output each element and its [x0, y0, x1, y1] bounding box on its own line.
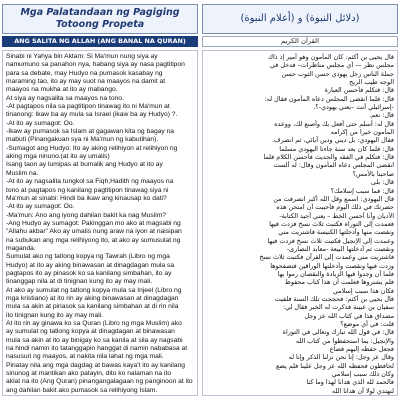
arabic-text-line: قلت: في أي موضع؟ — [340, 320, 394, 328]
arabic-text-line: قال: فلما انقضى المجلس دعاه المأمون فقال له: — [264, 94, 394, 103]
filipino-text-line: ang dahilan bakit ako pumasok sa relihiyong Islam. — [6, 386, 158, 394]
title-box-arabic: (دلائل النبوة) و (أعلام النبوة) — [202, 4, 398, 34]
filipino-text-line: -At pagtapos nila sa pagtitipon tinawag ito ni Ma'mun at — [6, 103, 170, 111]
filipino-text-line: -At ito ay sumagot: Oo. — [6, 203, 75, 211]
arabic-text-line: فاشتريت مني وعمدت إلى القرآن فكتبت ثلاث نسخ — [259, 253, 394, 262]
arabic-text-line: فالحمد لله الذي هدانا لهذا وما كنا — [306, 378, 394, 387]
arabic-text-line: صاحبنا بالأمس؟ — [352, 169, 394, 178]
arabic-text-line: وقال عز وجل: إنا نحن نزلنا الذكر وإنا له — [288, 353, 394, 362]
arabic-text-column — [202, 50, 398, 396]
filipino-text-line: -At ito ay sumagot: Oo. — [6, 119, 75, 127]
filipino-text-line: namumuno sa panahon nya, habang siya ay nasa pagtitipon — [6, 61, 185, 69]
arabic-text-line: انقضى المجلس دعاه المأمون وقال: له ألست — [273, 161, 394, 170]
filipino-text-line: mabuti (Pinangakuan sya ni Ma'mun ng kabutihan). — [6, 136, 159, 144]
arabic-text-line: قال: فلما كان بعد سنة جاءنا اليهودي مسلما — [279, 144, 394, 153]
arabic-text-line: قال: فتكلم فأحسن العبارة — [324, 86, 394, 95]
arabic-text-line: قال: بلى — [370, 178, 394, 187]
filipino-text-line: -Sumagot ang Hudyo: Ito ay aking relihiyon at relihiyon ng — [6, 144, 178, 152]
filipino-text-line: Ma'mun at sinabi: Hindi ba ikaw ang kinausap ko dati? — [6, 194, 167, 202]
filipino-text-line: para sa debate, may Hudyo na pumasok kasabay ng — [6, 69, 163, 77]
filipino-text-line: mula sa akin at ito ay binigay ko sa kanila at sila ay nagsabi — [6, 336, 183, 344]
filipino-text-line: Muslim na. — [6, 169, 39, 177]
filipino-text-line: sinunog at mantikan ako patayin, dito ko nalaman na ito — [6, 370, 172, 378]
filipino-text-line: -Ang Hudyo ay sumagot: Pakinggan mo ako at magsabi ng — [6, 219, 181, 227]
filipino-text-line: "Allahu akbar" Ako ay umalis nung araw na iyon at naisipan — [6, 228, 182, 236]
arabic-text-line: الوجه طيب الريح — [349, 78, 394, 87]
filipino-text-line: nasusuri ng maayos, at nakita nila lahat ng mga mali. — [6, 353, 164, 361]
filipino-text-line: mga kristiano) at ito rin ay aking binawasan at dinagdagan — [6, 294, 179, 302]
filipino-text-line: maganda. — [6, 244, 36, 252]
title-box-filipino — [2, 4, 198, 34]
arabic-text-line: والإنجيل: بما استحفظوا من كتاب الله — [295, 336, 394, 345]
arabic-text-line: لنهتدي لولا أن هدانا الله — [331, 386, 394, 395]
arabic-text-line: فلم يشتروها فعلمت أن هذا كتاب محفوظ — [284, 278, 394, 287]
filipino-text-line: At ako ay sumulat ng tatlong kopya mula sa Injeel (Libro ng — [6, 286, 182, 294]
filipino-text-column — [2, 50, 198, 396]
arabic-text-line: قال: في قول الله تبارك وتعالى في التوراة — [282, 328, 394, 337]
filipino-text-line: Hudyo) at ito ay aking binawasan at dinagdagan mula sa — [6, 261, 175, 269]
filipino-text-line: mula sa akin at pinasok sa kanilang simbahan at di rin nila — [6, 303, 179, 311]
filipino-text-line: At ito rin ay ginawa ko sa Quran (Libro ng mga Muslim) ako — [6, 320, 182, 327]
arabic-text-line: الأديان وأنا أحسن الخط – يعني أجيد الكتابة- — [279, 211, 394, 220]
arabic-text-line: قال: فما سبب إسلامك؟ — [330, 186, 394, 195]
filipino-text-line: At siya ay nagsalita sa maayos na tono. — [6, 94, 124, 102]
filipino-text-line: ay sumulat ng tatlong kopya at dinagdagan at binawasan — [6, 328, 175, 336]
arabic-text-line: مصداق هذا في كتاب الله عز وجل — [304, 311, 394, 320]
filipino-text-line: ito tinignan kung ito ay may mali. — [6, 311, 104, 319]
filipino-text-line: Pinatay nila ang mga dagdag at bawas kaya't ito ay kanilang — [6, 361, 185, 369]
arabic-text-line: لحافظون فحفظه الله عز وجل علينا فلم يضع — [276, 361, 394, 370]
arabic-text-line: فقال اليهودي: بل ديني ودين آبائي، ثم انصرف. — [271, 136, 394, 145]
filipino-text-line: -Ma'mun: Ano ang iyong dahilan bakit ka nag Muslim? — [6, 211, 167, 219]
filipino-text-line: Sumulat ako ng tatlong kopya ng Tawrah (Libro ng mga — [6, 253, 170, 261]
filipino-text-line: tinanong: Ikaw ba ay mula sa Israel (ikaw ba ay Hudyo) ?. — [6, 111, 178, 119]
filipino-text-line: aking mga ninuno.(at ito ay umalis) — [6, 153, 110, 161]
arabic-text-line: فلما أن وجدوا فيها الزيادة والنقصان رموا بها — [277, 269, 394, 278]
arabic-text-line: وكان ذلك سبب إسلامي — [331, 370, 394, 379]
title-line-2: Totoong Propeta — [55, 19, 145, 30]
arabic-text-line: -إسرائيلي أنت –يعني يهودي-؟. — [313, 103, 394, 112]
filipino-text-line: na hindi namin ito tatanggapin hanggat di namin nababasa at — [6, 345, 188, 353]
arabic-text-line: وعمدت إلى الإنجيل فكتبت ثلاث نسخ فزدت فيها — [267, 236, 394, 245]
arabic-text-line: قال: فتكلم في الفقه والحديث فأحسن الكلام فلما — [263, 153, 394, 162]
arabic-text-line: ونقصت ثم أدخلتها البيعة -معابد النصارى- — [286, 244, 394, 253]
filipino-text-line: maayos na mukha at ito ay mabango. — [6, 86, 118, 94]
arabic-text-line: سفيان بن عيينة فذكرت له الخبر فقال لي: — [282, 303, 394, 312]
section-heading-filipino: ANG SALITA NG ALLAH (ANG BANAL NA QURAN) — [2, 36, 198, 47]
filipino-text-line: -Ikaw ay pumasok sa Islam at gagawan kita ng bagay na — [6, 128, 175, 136]
arabic-text-line: قال اليهودي: اسمع وقل الله أكبر انصرفت من — [273, 194, 394, 203]
arabic-text-line: المأمون خيرا من إكرامه — [330, 128, 394, 137]
section-heading-arabic: القرآن الكريم — [202, 36, 398, 47]
filipino-text-line: -At ito ay nagsalita tungkol sa Fiqh,Hadith ng maayos na — [6, 178, 174, 186]
arabic-text-line: قال: نعم. — [369, 111, 394, 120]
arabic-text-line: جملة الناس رجل يهودي حسن الثوب حسن — [281, 69, 394, 78]
arabic-text-line: مجلس نظر — أي مجلس مناظرات– فدخل في — [269, 61, 394, 70]
arabic-text-line: فجعل حفظه إليهم فضاع — [329, 345, 394, 354]
filipino-text-line: maraming tao, ito ay may suot na maayos na damit at — [6, 78, 166, 86]
filipino-text-line: aklat na ito (Ang Quran) pinangangalagaan ng panginoon at ito — [6, 378, 193, 386]
arabic-text-line: وزدت فيها ونقصت وأدخلتها الوراقين فتصفحوها — [270, 261, 394, 270]
filipino-text-line: tono at pagtapos ng kanilang pagtitipon tinawag siya ni — [6, 186, 169, 194]
arabic-text-line: قال يحيى بن أكثم: كان المأمون وهو أمير إذ ذاك — [267, 53, 394, 61]
filipino-text-line: pagtapos ito ay pinasok ko sa kanilang simbahan, ito ay — [6, 269, 172, 277]
filipino-text-line: na subukan ang mga relihiyong ito, at ako ay sumusulat ng — [6, 236, 181, 244]
arabic-text-line: ونقصت منها وأدخلتها الكنيسة فاشتريت مني — [278, 228, 394, 237]
filipino-text-line: Isang taon ay lumipas at bumalik ang Hudyo at ito ay — [6, 161, 163, 169]
title-line-1: Mga Palatandaan ng Pagiging — [20, 7, 180, 18]
arabic-text-line: قال له: أسلم حتى أفعل بك وأصنع لك، ووعده — [274, 119, 394, 128]
arabic-text-line: حضرتك في ذلك اليوم فأحببت أن امتحن هذه — [276, 203, 394, 212]
filipino-text-line: Sinabi ni Yahya bin Aktam: Si Ma'mun nung siya ay — [6, 53, 158, 60]
filipino-text-line: tinanggap nila at di tinignan kung ito ay may mali. — [6, 278, 153, 286]
arabic-text-line: فعمدت إلى التوراة فكتبت ثلاث نسخ فزدت فيها — [269, 219, 394, 228]
arabic-text-line: فكان هذا سبب إسلامي — [332, 286, 394, 295]
arabic-text-line: قال يحيى بن أكثم: فحججت تلك السنة فلقيت — [274, 294, 394, 303]
